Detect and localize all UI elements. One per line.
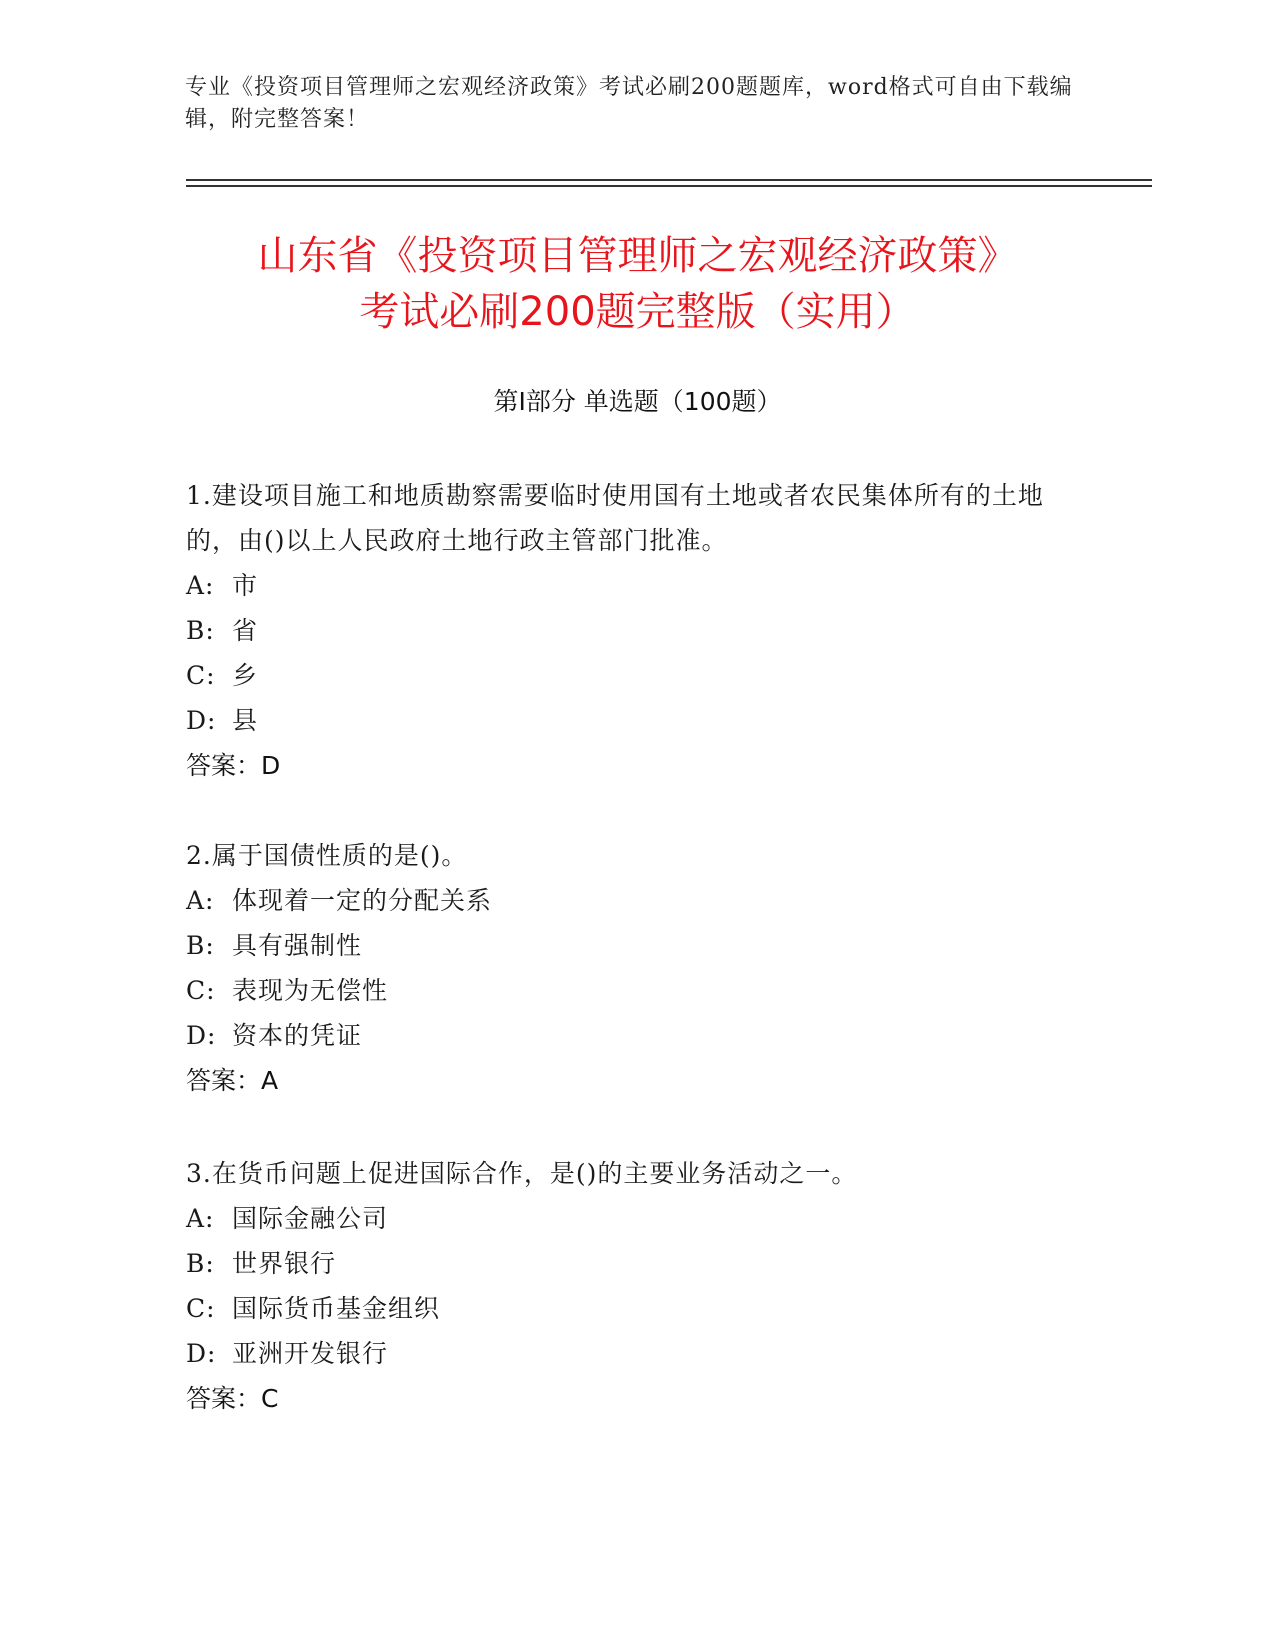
option-c — [186, 1286, 1086, 1331]
option-text: 乡 — [232, 661, 259, 690]
option-letter: A: — [186, 886, 215, 915]
question-2 — [186, 833, 1086, 1103]
header-note: 专业《投资项目管理师之宏观经济政策》考试必刷200题题库，word格式可自由下载编辑，附完整答案！ — [185, 75, 1073, 132]
option-letter: C: — [186, 661, 216, 690]
document-title-line-1: 山东省《投资项目管理师之宏观经济政策》 — [257, 233, 1018, 279]
option-text: 体现着一定的分配关系 — [232, 886, 493, 915]
question-text: 3.在货币问题上促进国际合作，是()的主要业务活动之一。 — [186, 1159, 858, 1188]
answer: 答案：D — [186, 751, 281, 780]
option-letter: B: — [186, 1249, 215, 1278]
header-divider-bottom — [186, 185, 1152, 187]
question-text: 1.建设项目施工和地质勘察需要临时使用国有土地或者农民集体所有的土地的，由()以上人民政府土地行政主管部门批准。 — [186, 481, 1044, 555]
option-a — [186, 878, 1086, 923]
document-title — [100, 228, 1175, 340]
answer: 答案：C — [186, 1384, 279, 1413]
option-letter: D: — [186, 706, 217, 735]
document-title-line-2: 考试必刷200题完整版（实用） — [359, 289, 916, 335]
option-letter: D: — [186, 1021, 217, 1050]
header-divider-top — [186, 179, 1152, 181]
answer: 答案：A — [186, 1066, 279, 1095]
option-b — [186, 608, 1086, 653]
option-text: 具有强制性 — [232, 931, 363, 960]
option-d — [186, 698, 1086, 743]
option-text: 县 — [232, 706, 259, 735]
option-d — [186, 1013, 1086, 1058]
option-c — [186, 653, 1086, 698]
option-a — [186, 1196, 1086, 1241]
option-text: 市 — [232, 571, 259, 600]
option-text: 国际金融公司 — [232, 1204, 389, 1233]
option-d — [186, 1331, 1086, 1376]
option-letter: D: — [186, 1339, 217, 1368]
option-text: 国际货币基金组织 — [232, 1294, 441, 1323]
option-letter: A: — [186, 571, 215, 600]
option-b — [186, 923, 1086, 968]
section-title: 第I部分 单选题（100题） — [493, 387, 782, 416]
option-b — [186, 1241, 1086, 1286]
option-text: 省 — [232, 616, 259, 645]
option-letter: B: — [186, 616, 215, 645]
option-text: 世界银行 — [232, 1249, 337, 1278]
option-letter: A: — [186, 1204, 215, 1233]
option-a — [186, 563, 1086, 608]
option-text: 资本的凭证 — [232, 1021, 363, 1050]
option-c — [186, 968, 1086, 1013]
option-letter: C: — [186, 976, 216, 1005]
question-3 — [186, 1151, 1086, 1421]
question-1 — [186, 473, 1086, 788]
option-letter: C: — [186, 1294, 216, 1323]
option-letter: B: — [186, 931, 215, 960]
option-text: 亚洲开发银行 — [232, 1339, 389, 1368]
question-text: 2.属于国债性质的是()。 — [186, 841, 468, 870]
option-text: 表现为无偿性 — [232, 976, 389, 1005]
